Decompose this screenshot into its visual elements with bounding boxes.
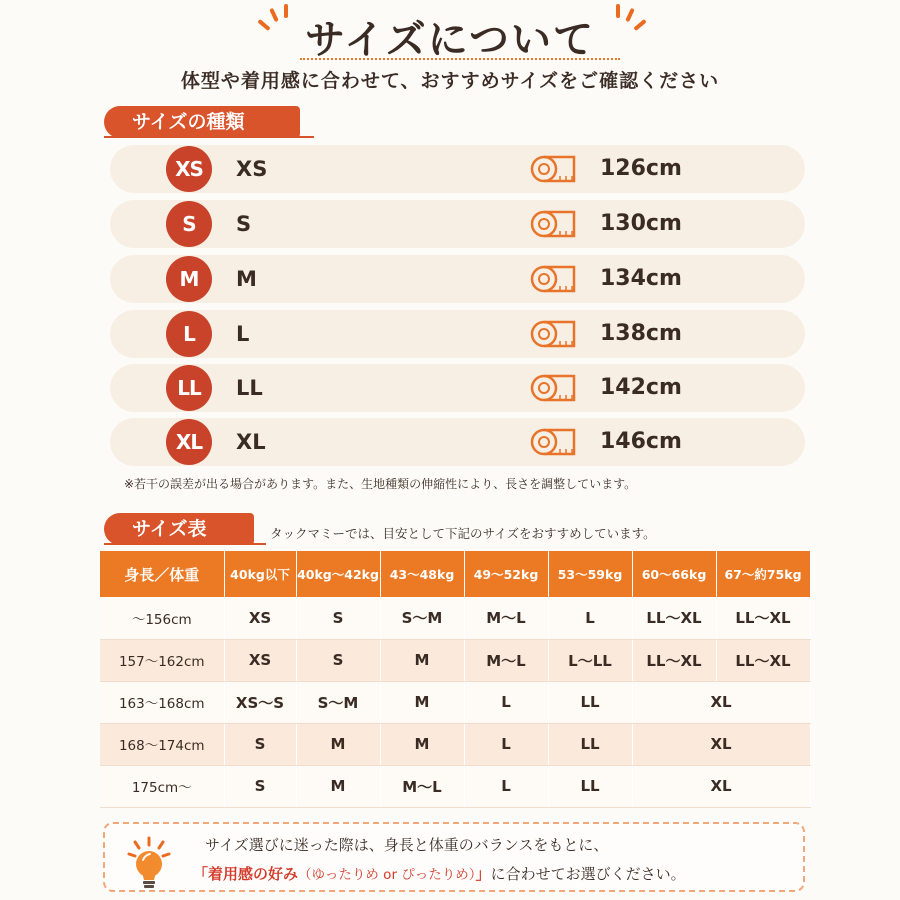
size-value: 130cm: [600, 211, 682, 236]
table-cell: M: [380, 723, 464, 765]
table-header-cell: 53～59kg: [548, 551, 632, 597]
size-table-heading: サイズ表: [104, 513, 254, 545]
size-value: 134cm: [600, 266, 682, 291]
size-row-xl: [110, 418, 805, 466]
size-table-heading-underline: [104, 543, 266, 545]
table-cell: S: [224, 765, 296, 807]
size-badge: M: [166, 256, 212, 302]
size-badge: XS: [166, 146, 212, 192]
size-badge: L: [166, 311, 212, 357]
table-row: [100, 723, 810, 765]
table-cell: XL: [632, 723, 810, 765]
size-label: S: [236, 212, 252, 236]
table-cell: 175cm～: [100, 765, 224, 807]
size-types-heading-underline: [104, 136, 314, 138]
size-value: 146cm: [600, 429, 682, 454]
size-value: 142cm: [600, 375, 682, 400]
tape-measure-icon: [530, 209, 580, 239]
table-cell: S: [224, 723, 296, 765]
tape-measure-icon: [530, 427, 580, 457]
table-header-cell: 43～48kg: [380, 551, 464, 597]
advice-box: [103, 822, 805, 892]
table-cell: ～156cm: [100, 597, 224, 639]
table-cell: L: [548, 597, 632, 639]
table-cell: LL: [548, 765, 632, 807]
table-header-cell: 40kg以下: [224, 551, 296, 597]
table-cell: LL～XL: [716, 597, 810, 639]
table-cell: XS: [224, 597, 296, 639]
table-cell: M～L: [380, 765, 464, 807]
table-header-cell: 49～52kg: [464, 551, 548, 597]
table-cell: M～L: [464, 639, 548, 681]
size-label: XL: [236, 430, 266, 454]
size-badge: LL: [166, 365, 212, 411]
lightbulb-icon: [125, 836, 173, 890]
table-cell: M: [380, 681, 464, 723]
table-cell: LL～XL: [632, 597, 716, 639]
table-cell: S～M: [296, 681, 380, 723]
table-cell: LL: [548, 681, 632, 723]
tape-measure-icon: [530, 264, 580, 294]
title-underline: [300, 58, 620, 60]
tape-measure-icon: [530, 373, 580, 403]
table-cell: XS: [224, 639, 296, 681]
table-cell: M: [380, 639, 464, 681]
table-cell: M～L: [464, 597, 548, 639]
size-label: L: [236, 322, 250, 346]
table-cell: L: [464, 765, 548, 807]
size-badge: XL: [166, 419, 212, 465]
advice-bracket-close: 」: [475, 865, 491, 883]
advice-line-1: サイズ選びに迷った際は、身長と体重のバランスをもとに、: [205, 836, 609, 854]
table-cell: 163～168cm: [100, 681, 224, 723]
advice-line-2: [193, 863, 686, 884]
size-label: XS: [236, 157, 268, 181]
table-cell: L: [464, 681, 548, 723]
size-row-s: [110, 200, 805, 248]
size-label: LL: [236, 376, 263, 400]
advice-rest: に合わせてお選びください。: [490, 865, 686, 883]
table-header-row: [100, 551, 810, 597]
table-cell: S: [296, 639, 380, 681]
table-cell: 157～162cm: [100, 639, 224, 681]
table-row: [100, 639, 810, 681]
advice-paren: （ゆったりめ or ぴったりめ）: [298, 867, 476, 883]
table-row: [100, 597, 810, 639]
advice-bracket-open: 「: [193, 865, 209, 883]
size-types-heading: サイズの種類: [104, 106, 300, 138]
table-header-cell: 67～約75kg: [716, 551, 810, 597]
table-cell: XL: [632, 681, 810, 723]
table-cell: L: [464, 723, 548, 765]
table-cell: XS～S: [224, 681, 296, 723]
size-row-xs: [110, 145, 805, 193]
size-row-l: [110, 310, 805, 358]
table-header-cell: 40kg～42kg: [296, 551, 380, 597]
table-cell: S: [296, 597, 380, 639]
table-cell: S～M: [380, 597, 464, 639]
table-cell: M: [296, 765, 380, 807]
table-header-cell: 身長／体重: [100, 551, 224, 597]
size-row-ll: [110, 364, 805, 412]
table-cell: LL: [548, 723, 632, 765]
size-row-m: [110, 255, 805, 303]
table-cell: LL～XL: [632, 639, 716, 681]
table-cell: 168～174cm: [100, 723, 224, 765]
size-value: 126cm: [600, 156, 682, 181]
page-subtitle: 体型や着用感に合わせて、おすすめサイズをご確認ください: [180, 70, 720, 92]
table-row: [100, 765, 810, 807]
table-cell: L～LL: [548, 639, 632, 681]
tape-measure-icon: [530, 154, 580, 184]
table-header-cell: 60～66kg: [632, 551, 716, 597]
size-table-note: タックマミーでは、目安として下記のサイズをおすすめしています。: [270, 526, 656, 541]
table-cell: XL: [632, 765, 810, 807]
advice-highlight: 着用感の好み: [208, 865, 299, 883]
table-cell: M: [296, 723, 380, 765]
size-value: 138cm: [600, 321, 682, 346]
table-cell: LL～XL: [716, 639, 810, 681]
table-row: [100, 681, 810, 723]
size-label: M: [236, 267, 257, 291]
size-chart-table: [100, 551, 811, 808]
size-types-note: ※若干の誤差が出る場合があります。また、生地種類の伸縮性により、長さを調整しています。: [124, 477, 637, 491]
tape-measure-icon: [530, 319, 580, 349]
page-title: サイズについて: [305, 17, 595, 63]
size-badge: S: [166, 201, 212, 247]
